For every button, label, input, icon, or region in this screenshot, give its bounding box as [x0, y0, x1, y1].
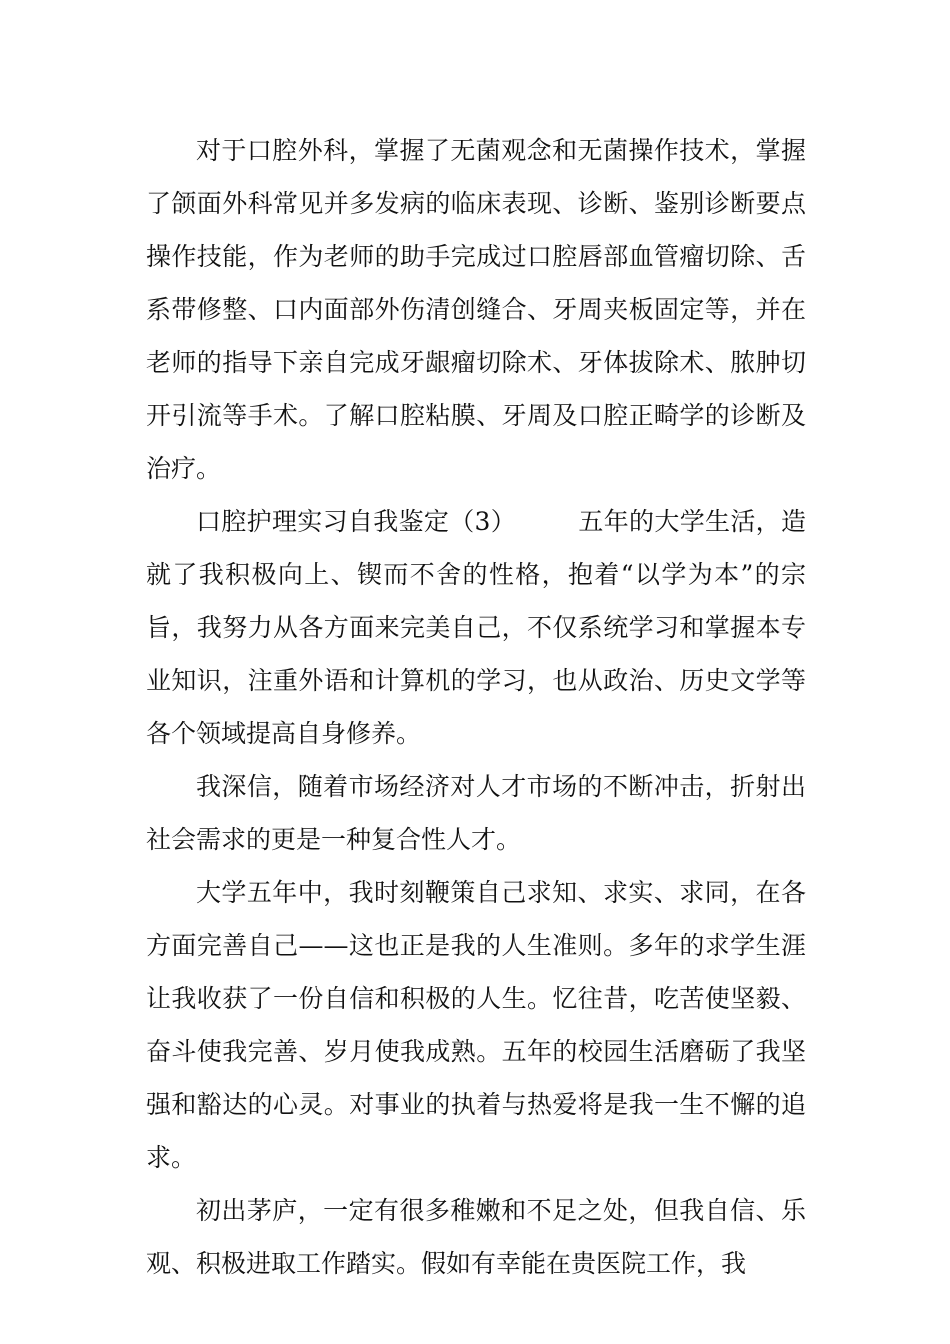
document-page: [146, 124, 806, 1290]
paragraph-self-assessment: [146, 495, 806, 760]
paragraph-oral-surgery: 对于口腔外科，掌握了无菌观念和无菌操作技术，掌握了颌面外科常见并多发病的临床表现、诊断、鉴别诊断要点操作技能，作为老师的助手完成过口腔唇部血管瘤切除、舌系带修整、口内面部外伤清创缝合、牙周夹板固定等，并在老师的指导下亲自完成牙龈瘤切除术、牙体拔除术、脓肿切开引流等手术。了解口腔粘膜、牙周及口腔正畸学的诊断及治疗。: [146, 136, 806, 483]
section-heading: 口腔护理实习自我鉴定（3）: [196, 507, 517, 536]
paragraph-fresh-start: 初出茅庐，一定有很多稚嫩和不足之处，但我自信、乐观、积极进取工作踏实。假如有幸能在贵医院工作，我: [146, 1196, 806, 1278]
paragraph-university-years: 大学五年中，我时刻鞭策自己求知、求实、求同，在各方面完善自己——这也正是我的人生准则。多年的求学生涯让我收获了一份自信和积极的人生。忆往昔，吃苦使坚毅、奋斗使我完善、岁月使我成熟。五年的校园生活磨砺了我坚强和豁达的心灵。对事业的执着与热爱将是我一生不懈的追求。: [146, 878, 806, 1172]
paragraph-belief: 我深信，随着市场经济对人才市场的不断冲击，折射出社会需求的更是一种复合性人才。: [146, 772, 806, 854]
paragraph-self-assessment-body: 五年的大学生活，造就了我积极向上、锲而不舍的性格，抱着“以学为本”的宗旨，我努力从各方面来完美自己，不仅系统学习和掌握本专业知识，注重外语和计算机的学习，也从政治、历史文学等各个领域提高自身修养。: [146, 507, 806, 748]
